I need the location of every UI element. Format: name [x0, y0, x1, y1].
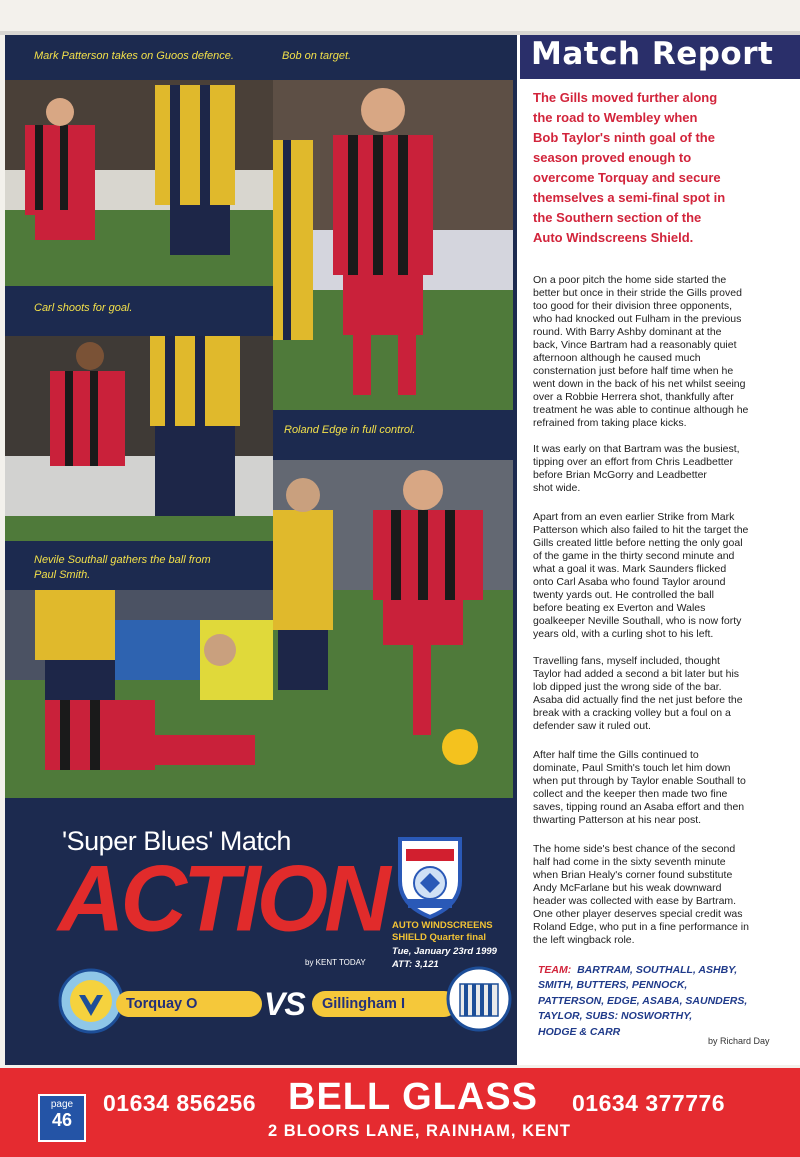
text-line: before Brian McGorry and Leadbetter — [533, 469, 707, 481]
photo-edge-control — [273, 460, 513, 798]
text-line: Andy McFarlane but his weak downward — [533, 882, 722, 894]
action-by: by KENT TODAY — [305, 958, 366, 967]
advert-phone-1: 01634 856256 — [103, 1090, 257, 1116]
team-label: TEAM: — [538, 964, 572, 976]
report-paragraph-2 — [533, 443, 765, 495]
text-line: collect and the keeper then made two fine — [533, 788, 728, 800]
caption-southall-2: Paul Smith. — [34, 569, 91, 581]
report-title: Match Report — [531, 36, 774, 72]
photo-patterson — [5, 80, 273, 286]
competition-line-2: SHIELD Quarter final — [392, 932, 486, 943]
torquay-crest-icon — [58, 968, 124, 1039]
team-line: TAYLOR, SUBS: NOSWORTHY, — [538, 1010, 693, 1023]
text-line: twenty yards out. He controlled the ball — [533, 589, 714, 601]
text-line: tipping over an effort from Chris Leadbetter — [533, 456, 733, 468]
lead-line: the road to Wembley when — [533, 110, 698, 125]
text-line: of the game in the thirty second minute and — [533, 550, 735, 562]
away-score-pill: Gillingham I — [312, 991, 457, 1017]
text-line: the left wingback role. — [533, 934, 635, 946]
text-line: shot wide. — [533, 482, 581, 494]
photo-southall-gathers — [5, 590, 273, 798]
page-number-box — [38, 1094, 86, 1142]
caption-edge: Roland Edge in full control. — [284, 424, 416, 436]
home-score-pill: Torquay O — [116, 991, 262, 1017]
text-line: Taylor had added a second a bit later but his — [533, 668, 740, 680]
text-line: After half time the Gills continued to — [533, 749, 699, 761]
text-line: lob dipped just the wrong side of the bar. — [533, 681, 722, 693]
versus-label: VS — [264, 986, 305, 1022]
report-paragraph-1 — [533, 274, 765, 430]
text-line: round. With Barry Ashby dominant at the — [533, 326, 722, 338]
competition-line-1: AUTO WINDSCREENS — [392, 920, 493, 931]
page-label: page — [50, 1099, 74, 1110]
team-list — [538, 963, 770, 1040]
action-headline: ACTION — [58, 847, 387, 952]
competition-name — [392, 920, 512, 944]
report-lead — [533, 88, 779, 248]
text-line: consternation just before half time when he — [533, 365, 734, 377]
text-line: before beating ex Everton and Wales — [533, 602, 706, 614]
lead-line: Auto Windscreens Shield. — [533, 230, 694, 245]
auto-windscreens-shield-logo — [394, 831, 466, 924]
text-line: afternoon although he caused much — [533, 352, 701, 364]
text-line: onto Carl Asaba who found Taylor around — [533, 576, 726, 588]
team-line: SMITH, BUTTERS, PENNOCK, — [538, 979, 688, 992]
text-line: when Brian Healy's corner found substitute — [533, 869, 733, 881]
text-line: too good for their division three opponents, — [533, 300, 733, 312]
report-paragraph-4 — [533, 655, 765, 733]
page-number: 46 — [51, 1110, 73, 1130]
advert-business-name: BELL GLASS — [288, 1076, 538, 1118]
text-line: back, Vince Bartram had a reasonably quiet — [533, 339, 737, 351]
text-line: what a goal it was. Mark Saunders flicked — [533, 563, 727, 575]
report-paragraph-3 — [533, 511, 765, 641]
text-line: On a poor pitch the home side started the — [533, 274, 727, 286]
text-line: better but once in their stride the Gills proved — [533, 287, 742, 299]
lead-line: overcome Torquay and secure — [533, 170, 721, 185]
advert-address: 2 BLOORS LANE, RAINHAM, KENT — [268, 1122, 572, 1140]
text-line: It was early on that Bartram was the busiest, — [533, 443, 740, 455]
text-line: who had knocked out Fulham in the previous — [533, 313, 742, 325]
text-line: went down in the back of his net whilst seeing — [533, 378, 746, 390]
text-line: The home side's best chance of the second — [533, 843, 736, 855]
photo-bob-on-target — [273, 80, 513, 410]
text-line: saves, tipping round an Asaba effort and then — [533, 801, 745, 813]
text-line: half had come in the sixty seventh minute — [533, 856, 726, 868]
text-line: Patterson which also failed to hit the target the — [533, 524, 749, 536]
advert-phone-2: 01634 377776 — [572, 1090, 726, 1116]
text-line: refrained from taking place kicks. — [533, 417, 687, 429]
photo-carl-shoots — [5, 336, 273, 541]
caption-patterson: Mark Patterson takes on Guoos defence. — [34, 50, 234, 62]
lead-line: season proved enough to — [533, 150, 692, 165]
report-byline: by Richard Day — [708, 1036, 770, 1046]
text-line: when put through by Taylor enable Southall to — [533, 775, 746, 787]
team-line: PATTERSON, EDGE, ASABA, SAUNDERS, — [538, 994, 748, 1007]
lead-line: themselves a semi-final spot in — [533, 190, 726, 205]
action-kicker: 'Super Blues' Match — [62, 826, 291, 856]
text-line: dominate, Paul Smith's touch let him down — [533, 762, 731, 774]
text-line: thwarting Patterson at his near post. — [533, 814, 702, 826]
caption-carl: Carl shoots for goal. — [34, 302, 133, 314]
text-line: One other player deserves special credit was — [533, 908, 743, 920]
caption-bob: Bob on target. — [282, 50, 352, 62]
report-paragraph-5 — [533, 749, 765, 827]
team-line: BARTRAM, SOUTHALL, ASHBY, — [577, 964, 738, 976]
text-line: break with a cracking volley but a foul on a — [533, 707, 731, 719]
text-line: Travelling fans, myself included, thought — [533, 655, 720, 667]
text-line: goalkeeper Neville Southall, who is now forty — [533, 615, 742, 627]
text-line: treatment he was able to continue although he — [533, 404, 749, 416]
lead-line: the Southern section of the — [533, 210, 702, 225]
text-line: header was collected with ease by Bartram. — [533, 895, 737, 907]
lead-line: The Gills moved further along — [533, 90, 718, 105]
gillingham-crest-icon — [446, 966, 512, 1037]
match-attendance: ATT: 3,121 — [392, 958, 439, 970]
text-line: Apart from an even earlier Strike from Mark — [533, 511, 735, 523]
text-line: Asaba did actually find the net just before the — [533, 694, 743, 706]
text-line: Gills created little before netting the only goal — [533, 537, 743, 549]
lead-line: Bob Taylor's ninth goal of the — [533, 130, 715, 145]
text-line: defender saw it ruled out. — [533, 720, 651, 732]
text-line: over a Robbie Herrera shot, thankfully after — [533, 391, 734, 403]
text-line: Roland Edge, who put in a fine performance in — [533, 921, 749, 933]
text-line: years old, with a curling shot to his left. — [533, 628, 714, 640]
match-date: Tue, January 23rd 1999 — [392, 946, 497, 957]
report-paragraph-6 — [533, 843, 765, 947]
team-line: HODGE & CARR — [538, 1025, 621, 1038]
caption-southall-1: Nevile Southall gathers the ball from — [34, 554, 211, 566]
